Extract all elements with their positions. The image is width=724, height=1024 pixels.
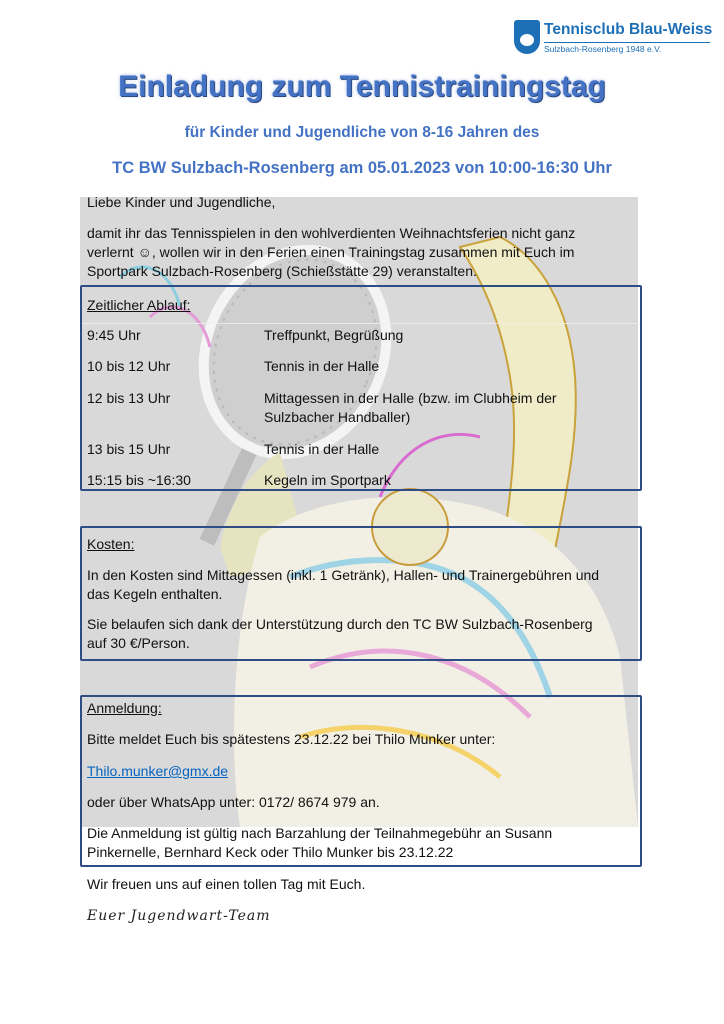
- costs-line-2: das Kegeln enthalten.: [87, 586, 223, 602]
- registration-whatsapp: oder über WhatsApp unter: 0172/ 8674 979 an.: [87, 794, 380, 810]
- schedule-time: 9:45 Uhr: [87, 327, 141, 343]
- logo-divider: [544, 42, 710, 43]
- subtitle-audience: für Kinder und Jugendliche von 8-16 Jahren des: [184, 124, 540, 141]
- schedule-divider: [82, 323, 640, 324]
- schedule-box: [80, 285, 642, 491]
- closing-text: Wir freuen uns auf einen tollen Tag mit Euch.: [87, 876, 366, 892]
- schedule-activity-cont: Sulzbacher Handballer): [264, 409, 411, 425]
- schedule-time: 13 bis 15 Uhr: [87, 441, 171, 457]
- intro-line-3: Sportpark Sulzbach-Rosenberg (Schießstätte 29) veranstalten.: [87, 263, 477, 279]
- schedule-time: 12 bis 13 Uhr: [87, 390, 171, 406]
- club-logo: [514, 20, 714, 60]
- intro-line-2: verlernt ☺, wollen wir in den Ferien einen Trainingstag zusammen mit Euch im: [87, 244, 575, 260]
- subtitle-event-date: TC BW Sulzbach-Rosenberg am 05.01.2023 von 10:00-16:30 Uhr: [112, 159, 612, 177]
- registration-box: [80, 695, 642, 867]
- schedule-time: 10 bis 12 Uhr: [87, 358, 171, 374]
- registration-payment-2: Pinkernelle, Bernhard Keck oder Thilo Munker bis 23.12.22: [87, 844, 454, 860]
- costs-line-3: Sie belaufen sich dank der Unterstützung durch den TC BW Sulzbach-Rosenberg: [87, 616, 593, 632]
- schedule-activity: Kegeln im Sportpark: [264, 472, 391, 488]
- greeting: Liebe Kinder und Jugendliche,: [87, 194, 276, 210]
- intro-line-1: damit ihr das Tennisspielen in den wohlverdienten Weihnachtsferien nicht ganz: [87, 225, 576, 241]
- schedule-row: [87, 326, 632, 345]
- costs-line-4: auf 30 €/Person.: [87, 635, 190, 651]
- club-subtitle: Sulzbach-Rosenberg 1948 e.V.: [544, 44, 662, 54]
- schedule-row: [87, 357, 632, 376]
- registration-deadline: Bitte meldet Euch bis spätestens 23.12.22 bei Thilo Munker unter:: [87, 731, 496, 747]
- schedule-time: 15:15 bis ~16:30: [87, 472, 191, 488]
- registration-payment-1: Die Anmeldung ist gültig nach Barzahlung der Teilnahmegebühr an Susann: [87, 825, 553, 841]
- page-title: Einladung zum Tennistrainingstag: [118, 70, 606, 103]
- email-link[interactable]: Thilo.munker@gmx.de: [87, 763, 229, 779]
- schedule-row: [87, 440, 632, 459]
- schedule-activity: Tennis in der Halle: [264, 358, 380, 374]
- costs-heading: Kosten:: [87, 536, 135, 552]
- costs-line-1: In den Kosten sind Mittagessen (inkl. 1 Getränk), Hallen- und Trainergebühren und: [87, 567, 600, 583]
- schedule-activity: Tennis in der Halle: [264, 441, 380, 457]
- signature: Euer Jugendwart-Team: [87, 908, 271, 924]
- registration-heading: Anmeldung:: [87, 700, 162, 716]
- club-crest-icon: [514, 20, 540, 54]
- schedule-activity: Treffpunkt, Begrüßung: [264, 327, 404, 343]
- schedule-activity: Mittagessen in der Halle (bzw. im Clubheim der: [264, 390, 557, 406]
- schedule-row: [87, 471, 632, 490]
- costs-box: [80, 526, 642, 661]
- schedule-heading: Zeitlicher Ablauf:: [87, 297, 191, 313]
- registration-email-line: [87, 762, 632, 781]
- schedule-row: [87, 389, 632, 429]
- club-name: Tennisclub Blau-Weiss: [544, 21, 713, 38]
